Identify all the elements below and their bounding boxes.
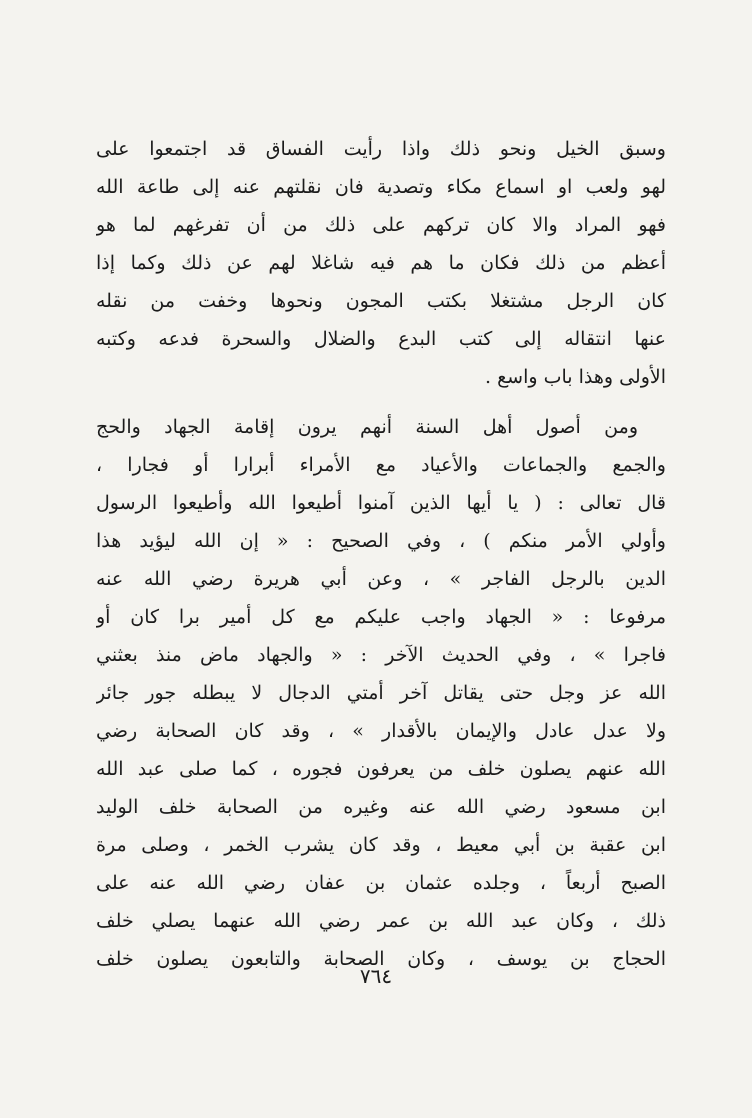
text-line: فاجرا » ، وفي الحديث الآخر : « والجهاد ماض منذ بعثني bbox=[96, 644, 666, 666]
text-line: الصبح أربعاً ، وجلده عثمان بن عفان رضي الله عنه على bbox=[96, 872, 666, 894]
text-line: وأولي الأمر منكم ) ، وفي الصحيح : « إن الله ليؤيد هذا bbox=[96, 530, 666, 552]
text-line: الحجاج بن يوسف ، وكان الصحابة والتابعون يصلون خلف bbox=[96, 948, 666, 970]
text-line: مرفوعا : « الجهاد واجب عليكم مع كل أمير برا كان أو bbox=[96, 606, 666, 628]
text-line: ذلك ، وكان عبد الله بن عمر رضي الله عنهما يصلي خلف bbox=[96, 910, 666, 932]
text-line: الدين بالرجل الفاجر » ، وعن أبي هريرة رضي الله عنه bbox=[96, 568, 666, 590]
text-line: الله عز وجل حتى يقاتل آخر أمتي الدجال لا يبطله جور جائر bbox=[96, 682, 666, 704]
text-line: أعظم من ذلك فكان ما هم فيه شاغلا لهم عن ذلك وكما إذا bbox=[96, 252, 666, 274]
text-line: ولا عدل عادل والإيمان بالأقدار » ، وقد كان الصحابة رضي bbox=[96, 720, 666, 742]
text-line: كان الرجل مشتغلا بكتب المجون ونحوها وخفت من نقله bbox=[96, 290, 666, 312]
text-line: الأولى وهذا باب واسع . bbox=[484, 366, 666, 388]
paragraph-2 bbox=[96, 408, 666, 978]
text-line: ابن عقبة بن أبي معيط ، وقد كان يشرب الخمر ، وصلى مرة bbox=[96, 834, 666, 856]
text-line: عنها انتقاله إلى كتب البدع والضلال والسحرة فدعه وكتبه bbox=[96, 328, 666, 350]
page-number: ٧٦٤ bbox=[359, 964, 393, 988]
text-line: لهو ولعب او اسماع مكاء وتصدية فان نقلتهم عنه إلى طاعة الله bbox=[96, 176, 666, 198]
text-line: وسبق الخيل ونحو ذلك واذا رأيت الفساق قد اجتمعوا على bbox=[96, 138, 666, 160]
text-line: قال تعالى : ( يا أيها الذين آمنوا أطيعوا الله وأطيعوا الرسول bbox=[96, 492, 666, 514]
paragraph-1 bbox=[96, 130, 666, 396]
text-line: ابن مسعود رضي الله عنه وغيره من الصحابة خلف الوليد bbox=[96, 796, 666, 818]
text-line: الله عنهم يصلون خلف من يعرفون فجوره ، كما صلى عبد الله bbox=[96, 758, 666, 780]
text-line: فهو المراد والا كان تركهم على ذلك من أن تفرغهم لما هو bbox=[96, 214, 666, 236]
text-line: والجمع والجماعات والأعياد مع الأمراء أبرارا أو فجارا ، bbox=[96, 454, 666, 476]
text-line: ومن أصول أهل السنة أنهم يرون إقامة الجهاد والحج bbox=[96, 416, 638, 438]
